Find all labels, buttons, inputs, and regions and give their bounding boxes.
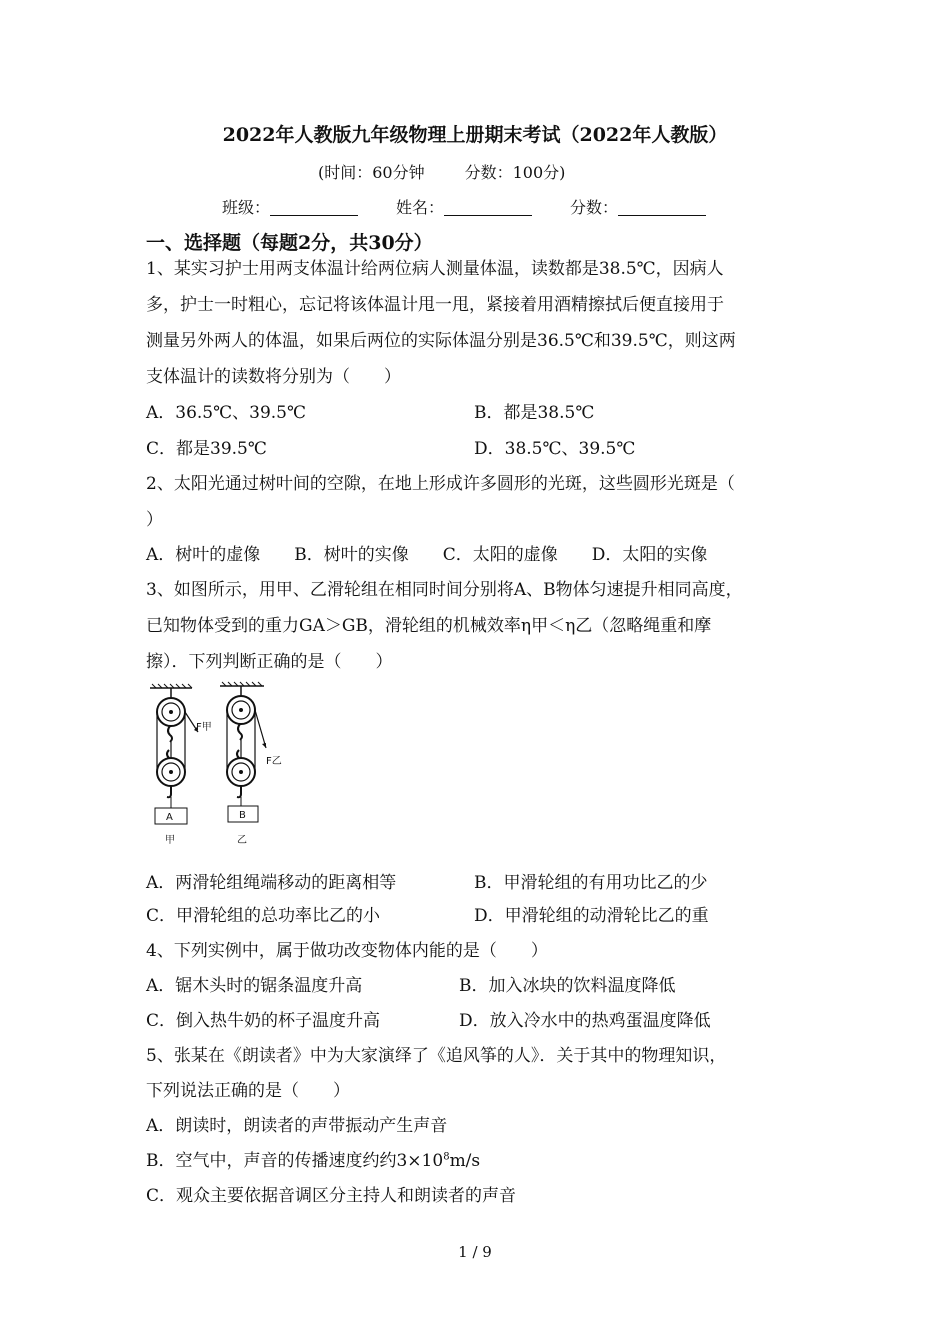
exam-time: (时间：60分钟 xyxy=(318,163,425,182)
student-info xyxy=(222,195,744,218)
q5-line-2: 下列说法正确的是（ ） xyxy=(146,1081,350,1101)
q4-option-b: B．加入冰块的饮料温度降低 xyxy=(459,976,676,996)
q3-line-3: 擦）．下列判断正确的是（ ） xyxy=(146,652,393,672)
force-label-yi: F乙 xyxy=(266,756,282,767)
page-number: 1 / 9 xyxy=(458,1243,492,1261)
label-jia: 甲 xyxy=(165,835,175,846)
movable-pulley-yi xyxy=(227,750,255,806)
q4-line-1: 4、下列实例中，属于做功改变物体内能的是（ ） xyxy=(146,941,548,961)
name-label: 姓名： xyxy=(396,198,445,217)
q1-option-c: C．都是39.5℃ xyxy=(146,439,267,459)
q3-line-2: 已知物体受到的重力GA＞GB，滑轮组的机械效率η甲＜η乙（忽略绳重和摩 xyxy=(146,616,712,636)
q3-line-1: 3、如图所示，用甲、乙滑轮组在相同时间分别将A、B物体匀速提升相同高度， xyxy=(146,580,743,600)
q3-option-d: D．甲滑轮组的动滑轮比乙的重 xyxy=(474,906,709,926)
q5-option-b-text: B．空气中，声音的传播速度约约3×10 xyxy=(146,1151,444,1171)
points-blank xyxy=(618,199,706,216)
q2-line-2: ） xyxy=(146,510,163,530)
q1-option-d: D．38.5℃、39.5℃ xyxy=(474,439,636,459)
fixed-pulley-yi xyxy=(227,686,255,740)
q3-option-b: B．甲滑轮组的有用功比乙的少 xyxy=(474,873,708,893)
pulley-svg xyxy=(140,680,300,850)
pulley-diagram xyxy=(140,680,300,850)
movable-pulley-jia xyxy=(157,750,185,808)
class-label: 班级： xyxy=(222,198,271,217)
q5-option-b-exponent: 8 xyxy=(443,1151,450,1163)
q1-line-3: 测量另外两人的体温，如果后两位的实际体温分别是36.5℃和39.5℃，则这两 xyxy=(146,331,736,351)
q4-option-c: C．倒入热牛奶的杯子温度升高 xyxy=(146,1011,381,1031)
section-heading: 一、选择题（每题2分，共30分） xyxy=(146,232,433,254)
q1-option-b: B．都是38.5℃ xyxy=(474,403,595,423)
class-blank xyxy=(270,199,358,216)
q4-option-d: D．放入冷水中的热鸡蛋温度降低 xyxy=(459,1011,711,1031)
q5-option-b-unit: m/s xyxy=(449,1151,481,1171)
page-title: 2022年人教版九年级物理上册期末考试（2022年人教版） xyxy=(222,124,728,146)
q2-options: A．树叶的虚像 B．树叶的实像 C．太阳的虚像 D．太阳的实像 xyxy=(146,545,708,565)
ceiling-yi xyxy=(220,682,264,686)
q5-option-a: A．朗读时，朗读者的声带振动产生声音 xyxy=(146,1116,448,1136)
block-b-label: B xyxy=(239,810,246,821)
fixed-pulley-jia xyxy=(157,688,185,742)
q1-line-2: 多，护士一时粗心，忘记将该体温计甩一甩，紧接着用酒精擦拭后便直接用于 xyxy=(146,295,724,315)
force-label-jia: F甲 xyxy=(196,722,212,733)
block-a-label: A xyxy=(166,812,173,823)
label-yi: 乙 xyxy=(237,835,247,846)
q1-line-4: 支体温计的读数将分别为（ ） xyxy=(146,367,401,387)
exam-time-score xyxy=(318,160,605,183)
points-label: 分数： xyxy=(570,198,619,217)
q2-line-1: 2、太阳光通过树叶间的空隙，在地上形成许多圆形的光斑，这些圆形光斑是（ xyxy=(146,474,735,494)
q1-line-1: 1、某实习护士用两支体温计给两位病人测量体温，读数都是38.5℃，因病人 xyxy=(146,259,724,279)
q4-option-a: A．锯木头时的锯条温度升高 xyxy=(146,976,363,996)
ceiling-jia xyxy=(150,684,192,688)
name-blank xyxy=(444,199,532,216)
q5-option-c: C．观众主要依据音调区分主持人和朗读者的声音 xyxy=(146,1186,517,1206)
q5-line-1: 5、张某在《朗读者》中为大家演绎了《追风筝的人》．关于其中的物理知识， xyxy=(146,1046,727,1066)
q5-option-b xyxy=(146,1146,480,1171)
q3-option-c: C．甲滑轮组的总功率比乙的小 xyxy=(146,906,381,926)
q1-option-a: A．36.5℃、39.5℃ xyxy=(146,403,307,423)
exam-total-score: 分数：100分) xyxy=(464,163,566,182)
q3-option-a: A．两滑轮组绳端移动的距离相等 xyxy=(146,873,397,893)
